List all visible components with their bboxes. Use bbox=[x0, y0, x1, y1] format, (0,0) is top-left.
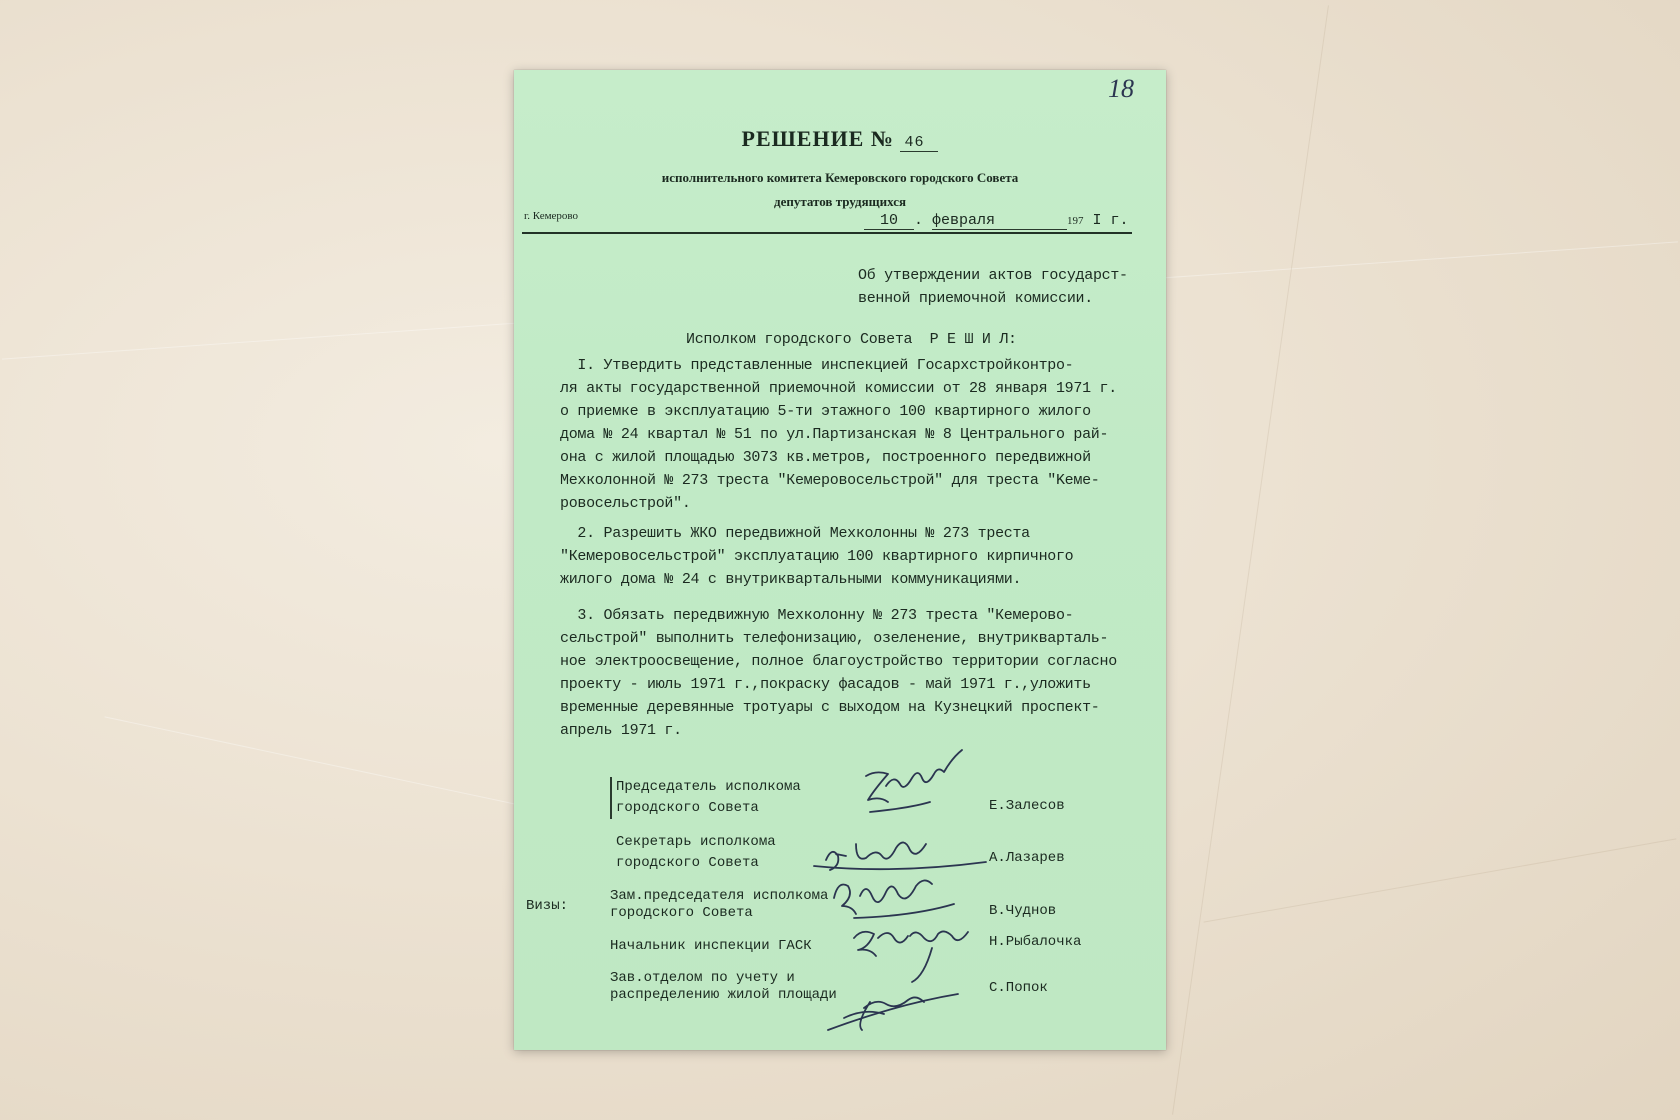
paragraph-1: I. Утвердить представленные инспекцией Госархстройконтро- ля акты государственной приемочной комиссии от 28 января 1971 г. о приемке в эксплуатацию 5-ти этажного 100 квартирного жилого дома № 24 квартал № 51 по ул.Партизанская № 8 Центрального рай- она с жилой площадью 3073 кв.метров, построенного передвижной Мехколонной № 273 треста "Кемеровосельстрой" для треста "Keме- ровосельстрой". bbox=[560, 357, 1117, 512]
title-text: РЕШЕНИЕ № bbox=[741, 126, 894, 151]
date-year-prefix: 197 bbox=[1067, 215, 1084, 227]
decision-preamble: Исполком городского Совета Р Е Ш И Л: bbox=[686, 331, 1017, 348]
signatory-name: Е.Залесов bbox=[989, 798, 1065, 814]
signatory-title: Зав.отделом по учету и распределению жилой площади bbox=[610, 970, 837, 1003]
paragraph-3: 3. Обязать передвижную Мехколонну № 273 треста "Кемерово- сельстрой" выполнить телефонизацию, озеленение, внутрикварталь- ное электроосвещение, полное благоустройство территории согласно проекту - июль 1971 г.,покраску фасадов - май 1971 г.,уложить временные деревянные тротуары с выходом на Кузнецкий проспект- апрель 1971 г. bbox=[560, 607, 1117, 739]
signatory-title: Зам.председателя исполкома городского Совета bbox=[610, 888, 829, 921]
signatory-title: Начальник инспекции ГАСК bbox=[610, 938, 812, 954]
signature-popok bbox=[828, 994, 958, 1030]
background-crease bbox=[1204, 838, 1677, 922]
signatory-name: С.Попок bbox=[989, 980, 1048, 996]
date-year-suffix: I г. bbox=[1092, 212, 1129, 229]
background-crease bbox=[104, 716, 515, 804]
signatory-name: Н.Рыбалочка bbox=[989, 934, 1082, 950]
decision-number: 46 bbox=[900, 134, 938, 152]
document-sheet bbox=[514, 70, 1166, 1050]
signature-zalesov bbox=[866, 750, 962, 812]
visas-label: Визы: bbox=[526, 898, 569, 914]
handwritten-signatures bbox=[514, 70, 1166, 1050]
signatory-title: Председатель исполкома городского Совета bbox=[610, 777, 801, 819]
signatory-name: А.Лазарев bbox=[989, 850, 1065, 866]
city-label: г. Кемерово bbox=[524, 210, 579, 222]
date-line: 10 . февраля 197 I г. bbox=[864, 212, 1129, 230]
signature-chudnov bbox=[834, 880, 954, 918]
issuer-line: исполнительного комитета Кемеровского городского Совета bbox=[661, 170, 1019, 185]
signatory-title: Секретарь исполкома городского Совета bbox=[616, 834, 776, 871]
paragraph-2: 2. Разрешить ЖКО передвижной Мехколонны № 273 треста "Кемеровосельстрой" эксплуатацию 100 квартирного кирпичного жилого дома № 24 с внутриквартальными коммуникациями. bbox=[560, 525, 1074, 588]
deputies-line: депутатов трудящихся bbox=[774, 194, 906, 209]
background-crease bbox=[1172, 5, 1329, 1114]
signature-lazarev bbox=[814, 842, 986, 870]
date-day: 10 bbox=[864, 212, 914, 230]
date-month: февраля bbox=[932, 212, 1067, 230]
page-number: 18 bbox=[1108, 74, 1134, 103]
signature-rybalochka bbox=[854, 931, 968, 982]
subject: Об утверждении актов государст- венной приемочной комиссии. bbox=[858, 267, 1128, 307]
signatory-name: В.Чуднов bbox=[989, 903, 1057, 919]
